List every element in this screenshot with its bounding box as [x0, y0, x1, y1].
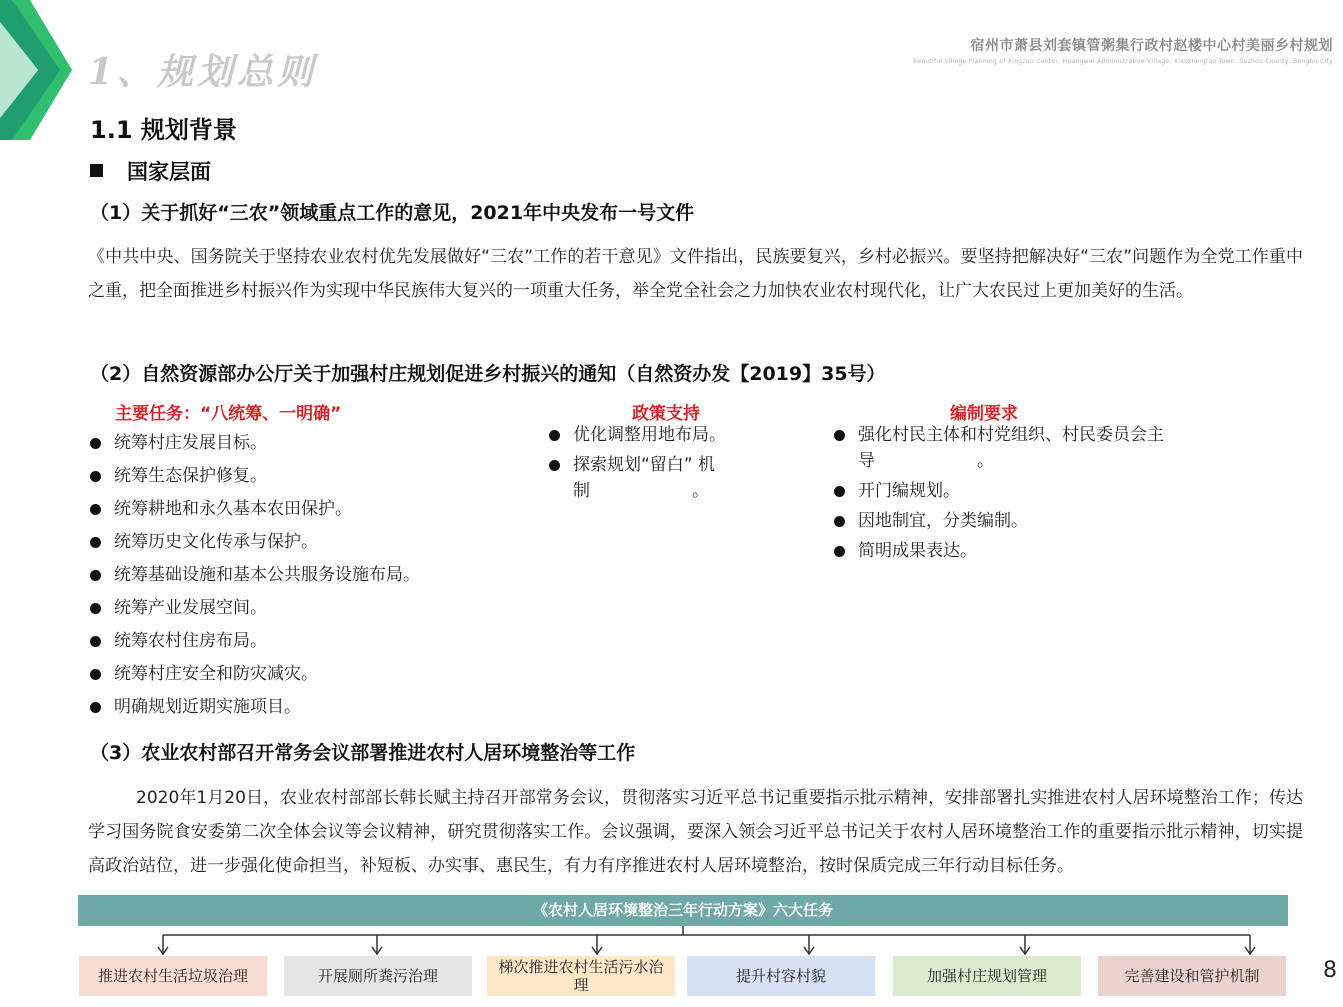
task-box: [893, 956, 1081, 996]
task-box: [284, 956, 472, 996]
compile-requirements-list: [832, 422, 1227, 568]
project-subtitle: Beautiful village Planning of Xingzuo Center, Huangwei Administrative Village, Xiaoxiangtao Town, Suzhou County, Bengbu City: [912, 58, 1333, 65]
page-number: 8: [1323, 958, 1337, 983]
list-item: 统筹村庄安全和防灾减灾。: [88, 658, 420, 691]
section3-heading: （3）农业农村部召开常务会议部署推进农村人居环境整治等工作: [90, 742, 636, 764]
task-connector-lines: [0, 926, 1343, 956]
task-label: 开展厕所粪污治理: [317, 967, 438, 985]
square-bullet-icon: [90, 164, 103, 177]
list-item: 统筹农村住房布局。: [88, 625, 420, 658]
list-item: 统筹历史文化传承与保护。: [88, 526, 420, 559]
task-box: [79, 956, 267, 996]
task-label: 提升村容村貌: [735, 967, 826, 985]
task-label: 推进农村生活垃圾治理: [97, 967, 248, 985]
list-item: 开门编规划。: [832, 478, 1227, 504]
task-box: [487, 956, 675, 996]
task-label: 加强村庄规划管理: [926, 967, 1047, 985]
list-item: 因地制宜，分类编制。: [832, 508, 1227, 534]
list-item: 统筹产业发展空间。: [88, 592, 420, 625]
level-heading-text: 国家层面: [127, 160, 211, 184]
list-item: 强化村民主体和村党组织、村民委员会主导 。: [832, 422, 1227, 474]
subsection-title: 1.1 规划背景: [90, 116, 237, 144]
task-box: [687, 956, 875, 996]
list-item: 统筹基础设施和基本公共服务设施布局。: [88, 559, 420, 592]
section1-heading: （1）关于抓好“三农”领域重点工作的意见，2021年中央发布一号文件: [90, 202, 695, 224]
list-item: 优化调整用地布局。: [547, 422, 782, 448]
main-tasks-list: [88, 427, 420, 724]
list-item: 探索规划“留白” 机制 。: [547, 452, 782, 504]
section2-heading: （2）自然资源部办公厅关于加强村庄规划促进乡村振兴的通知（自然资办发【2019】35号）: [90, 363, 886, 385]
task-label: 完善建设和管护机制: [1124, 967, 1260, 985]
policy-support-list: [547, 422, 782, 508]
main-tasks-heading: 主要任务：“八统筹、一明确”: [115, 404, 342, 424]
list-item: 统筹耕地和永久基本农田保护。: [88, 493, 420, 526]
list-item: 统筹生态保护修复。: [88, 460, 420, 493]
list-item: 明确规划近期实施项目。: [88, 691, 420, 724]
policy-support-heading: 政策支持: [632, 404, 700, 424]
section-title: 1、规划总则: [88, 51, 318, 93]
list-item: 简明成果表达。: [832, 538, 1227, 564]
section3-paragraph: 2020年1月20日，农业农村部部长韩长赋主持召开部常务会议，贯彻落实习近平总书记重要指示批示精神，安排部署扎实推进农村人居环境整治工作；传达学习国务院食安委第二次全体会议等会议精神，研究贯彻落实工作。会议强调，要深入领会习近平总书记关于农村人居环境整治工作的重要指示批示精神，切实提高政治站位，进一步强化使命担当，补短板、办实事、惠民生，有力有序推进农村人居环境整治，按时保质完成三年行动目标任务。: [88, 788, 1303, 876]
list-item: 统筹村庄发展目标。: [88, 427, 420, 460]
project-title: 宿州市萧县刘套镇管粥集行政村赵楼中心村美丽乡村规划: [970, 38, 1333, 54]
task-diagram-title: 《农村人居环境整治三年行动方案》六大任务: [78, 895, 1288, 926]
section1-paragraph: 《中共中央、国务院关于坚持农业农村优先发展做好“三农”工作的若干意见》文件指出，民族要复兴，乡村必振兴。要坚持把解决好“三农”问题作为全党工作重中之重，把全面推进乡村振兴作为实现中华民族伟大复兴的一项重大任务，举全党全社会之力加快农业农村现代化，让广大农民过上更加美好的生活。: [88, 247, 1303, 301]
chevron-logo-icon: [0, 0, 80, 140]
compile-requirements-heading: 编制要求: [950, 404, 1018, 424]
level-heading: [90, 156, 211, 186]
task-label: 梯次推进农村生活污水治理: [498, 958, 664, 994]
task-box: [1098, 956, 1286, 996]
